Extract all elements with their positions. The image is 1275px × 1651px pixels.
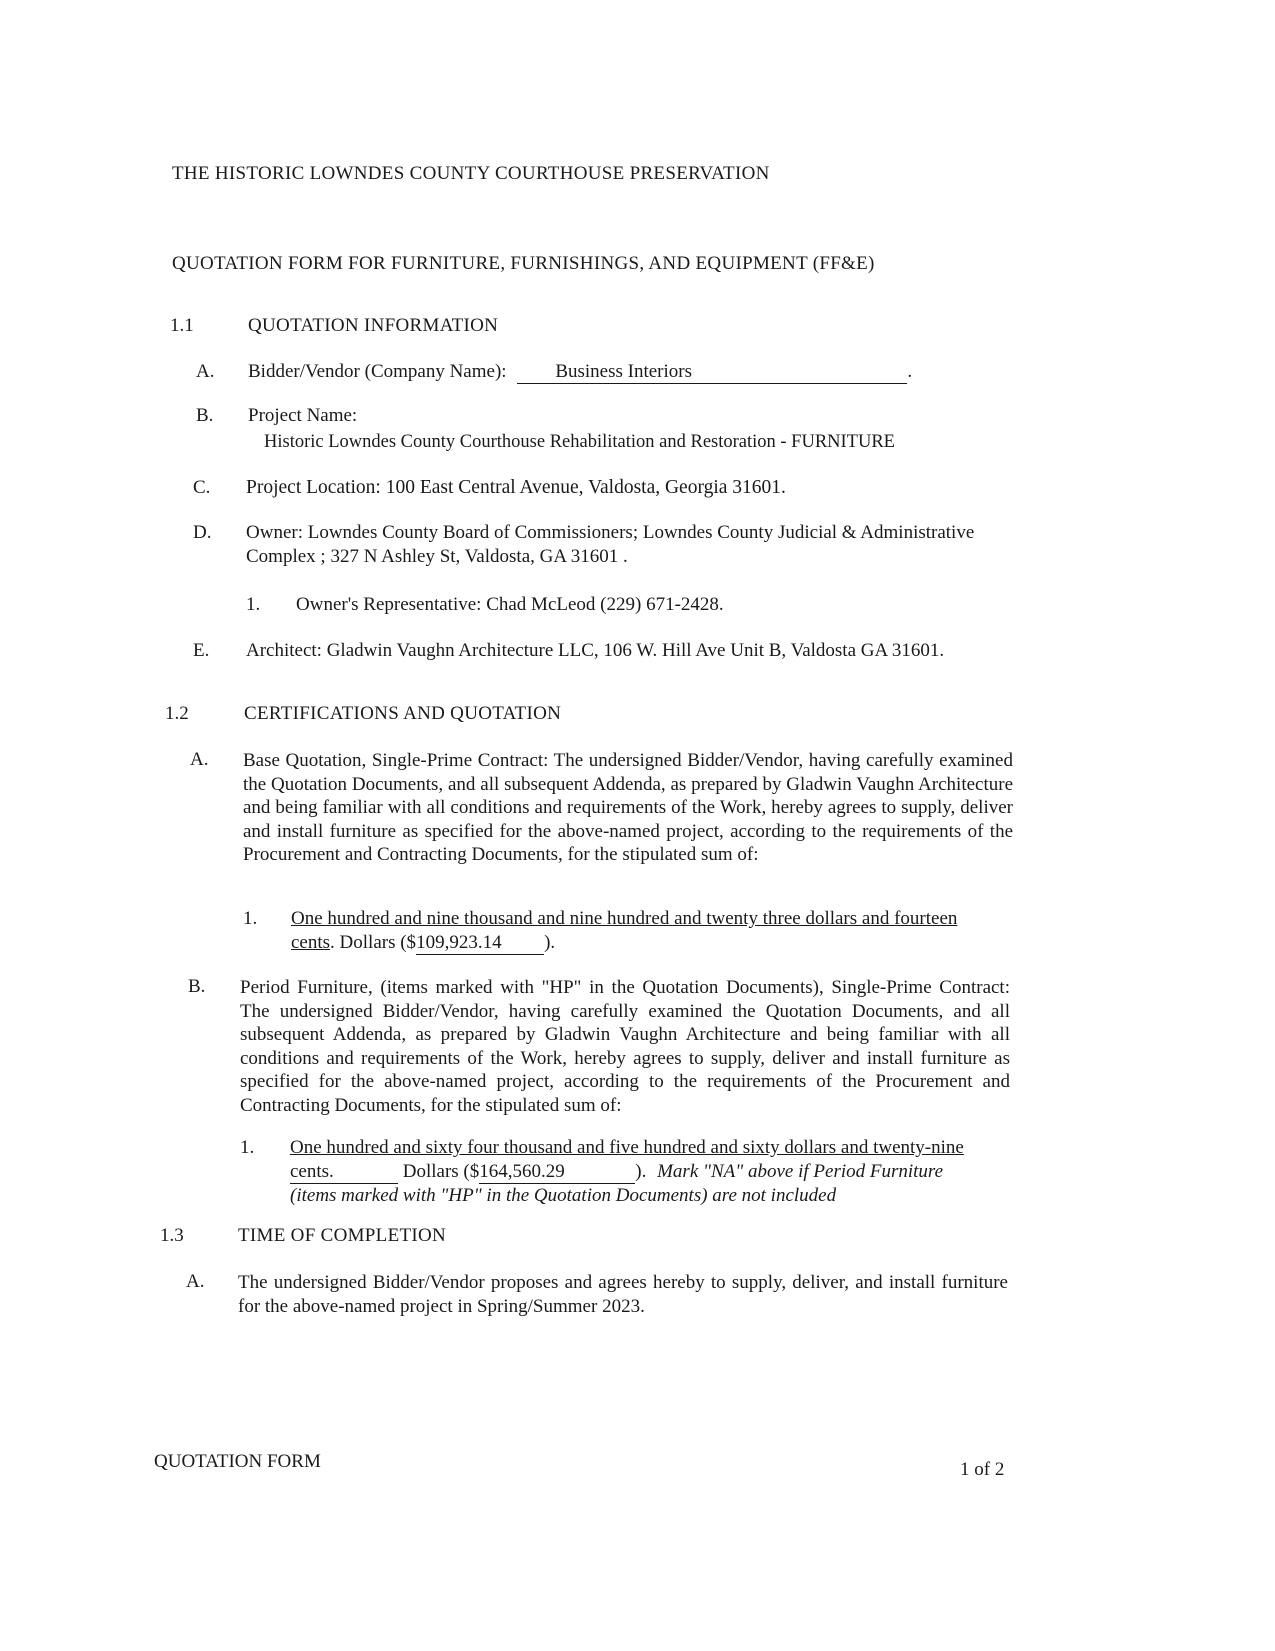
item-2a1-label: 1. [243,908,258,929]
item-d-label: D. [193,522,212,543]
footer-form-name: QUOTATION FORM [154,1451,321,1472]
owner-representative: Owner's Representative: Chad McLeod (229) 671-2428. [296,594,724,615]
period-amount-close: ). [635,1161,647,1182]
item-2b1-label: 1. [240,1137,255,1158]
item-b-label: B. [196,405,214,426]
item-2a-label: A. [190,749,209,770]
item-d1-label: 1. [246,594,261,615]
document-title: THE HISTORIC LOWNDES COUNTY COURTHOUSE PRESERVATION [172,163,770,184]
document-subtitle: QUOTATION FORM FOR FURNITURE, FURNISHINGS, AND EQUIPMENT (FF&E) [172,253,875,274]
base-amount-value: 109,923.14 [416,932,502,953]
bidder-vendor-period: . [907,361,913,382]
section-1-1-number: 1.1 [170,315,194,336]
section-1-2-title: CERTIFICATIONS AND QUOTATION [244,703,562,724]
project-name-value: Historic Lowndes County Courthouse Rehabilitation and Restoration - FURNITURE [264,432,895,452]
item-2b-label: B. [188,976,206,997]
period-amount-words-cents: cents. [290,1161,334,1182]
period-na-note-line-2: (items marked with "HP" in the Quotation Documents) are not included [290,1185,837,1206]
base-amount-words-cents: cents [291,932,331,953]
owner-line-2: Complex ; 327 N Ashley St, Valdosta, GA 31601 . [246,546,628,567]
bidder-vendor-row [248,361,912,384]
period-amount-row [290,1161,943,1184]
period-amount-field[interactable] [479,1161,635,1184]
architect: Architect: Gladwin Vaughn Architecture LLC, 106 W. Hill Ave Unit B, Valdosta GA 31601. [246,640,945,661]
base-quotation-text: Base Quotation, Single-Prime Contract: The undersigned Bidder/Vendor, having carefully examined the Quotation Documents, and all subsequent Addenda, as prepared by Gladwin Vaughn Architecture and being familiar with all conditions and requirements of the Work, hereby agrees to supply, deliver and install furniture as specified for the above-named project, according to the requirements of the Procurement and Contracting Documents, for the stipulated sum of: [243,750,1013,866]
owner-line-1: Owner: Lowndes County Board of Commissioners; Lowndes County Judicial & Administrative [246,522,975,543]
base-amount-close: ). [544,932,556,953]
period-dollars-label: Dollars ($ [402,1161,480,1182]
project-name-label: Project Name: [248,405,358,426]
page-number: 1 of 2 [960,1459,1005,1480]
item-3a-label: A. [186,1271,205,1292]
period-amount-value: 164,560.29 [479,1161,565,1182]
item-c-label: C. [193,477,211,498]
period-furniture-text: Period Furniture, (items marked with "HP" in the Quotation Documents), Single-Prime Contract: The undersigned Bidder/Vendor, having carefully examined the Quotation Documents, and all subsequent Addenda, as prepared by Gladwin Vaughn Architecture and being familiar with all conditions and requirements of the Work, hereby agrees to supply, deliver and install furniture as specified for the above-named project, according to the requirements of the Procurement and Contracting Documents, for the stipulated sum of: [240,977,1010,1116]
section-1-1-title: QUOTATION INFORMATION [248,315,499,336]
period-na-note: Mark "NA" above if Period Furniture [657,1161,944,1182]
section-1-2-number: 1.2 [165,703,189,724]
base-amount-row [291,932,555,955]
item-a-label: A. [196,361,215,382]
section-1-3-title: TIME OF COMPLETION [238,1225,447,1246]
base-dollars-label: . Dollars ($ [330,932,417,953]
project-location: Project Location: 100 East Central Avenue, Valdosta, Georgia 31601. [246,477,786,498]
bidder-vendor-label: Bidder/Vendor (Company Name): [248,361,507,382]
section-1-3-number: 1.3 [160,1225,184,1246]
base-amount-words: One hundred and nine thousand and nine hundred and twenty three dollars and fourteen [291,908,958,929]
period-amount-words-cents-field [290,1161,398,1184]
bidder-vendor-value: Business Interiors [555,361,692,382]
item-e-label: E. [193,640,210,661]
base-amount-field[interactable] [416,932,544,955]
time-of-completion-text: The undersigned Bidder/Vendor proposes and agrees hereby to supply, deliver, and install furniture for the above-named project in Spring/Summer 2023. [238,1272,1008,1317]
bidder-vendor-field[interactable] [517,361,907,384]
period-amount-words: One hundred and sixty four thousand and five hundred and sixty dollars and twenty-nine [290,1137,964,1158]
